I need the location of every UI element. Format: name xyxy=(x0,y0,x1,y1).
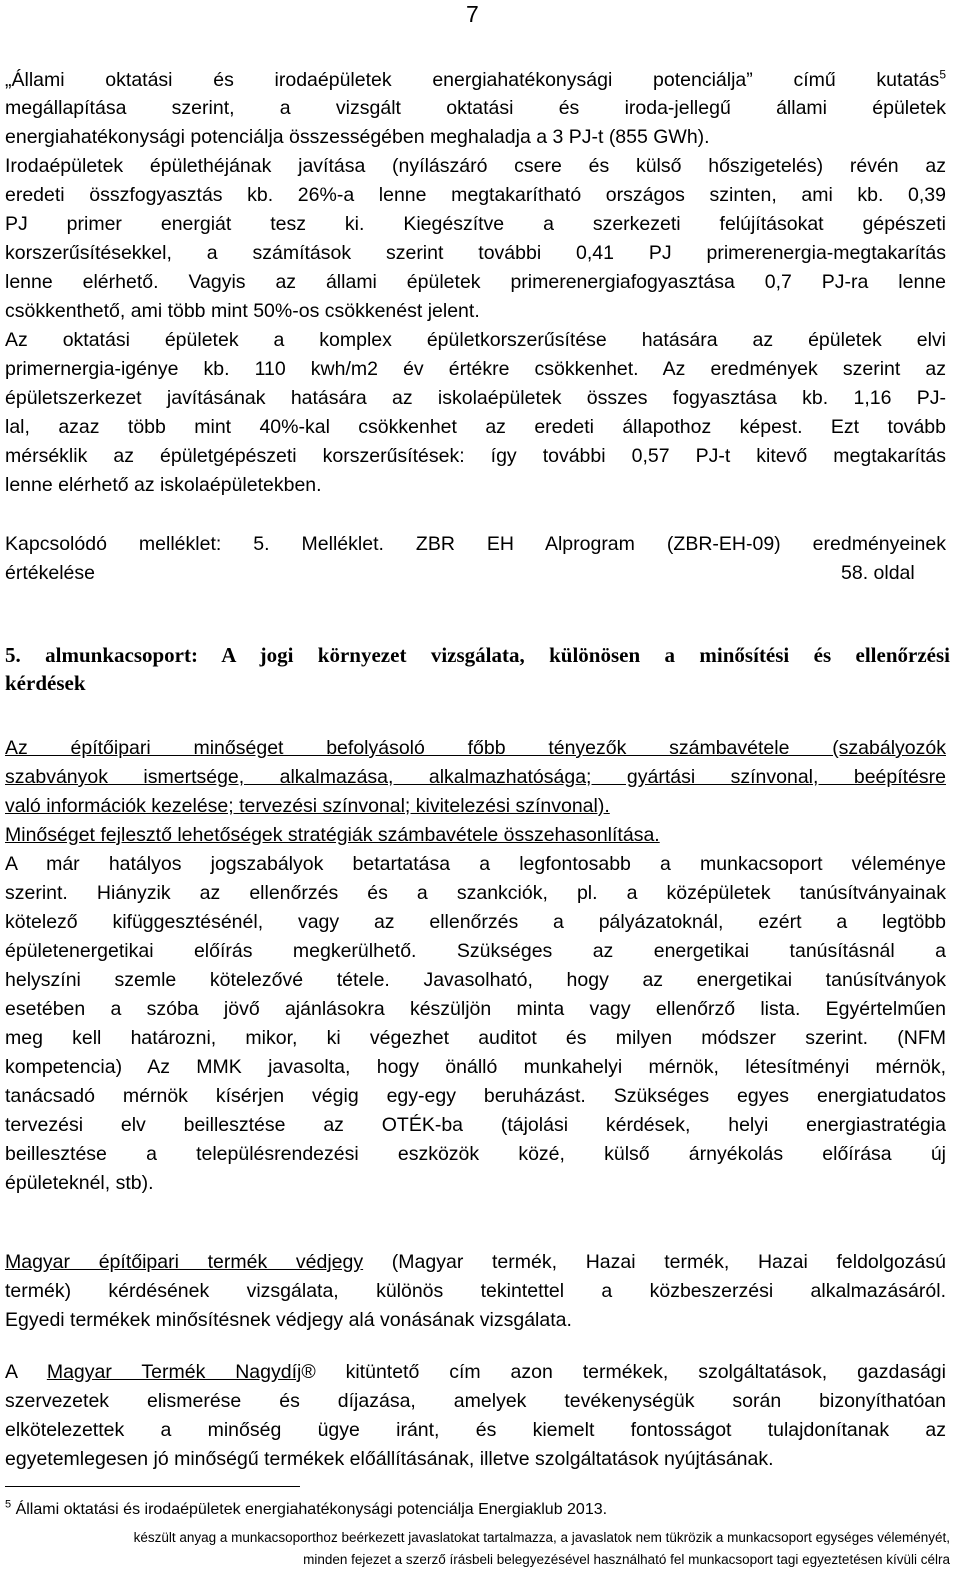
paragraph-line: épületszerkezet javításának hatására az iskolaépületek összes fogyasztása kb. 1,16 PJ- xyxy=(5,387,946,409)
related-attachment-label: értékelése xyxy=(5,562,95,584)
paragraph-line: lal, azaz több mint 40%-kal csökkenhet az eredeti állapothoz képest. Ezt tovább xyxy=(5,416,946,438)
footnote-text: Állami oktatási és irodaépületek energiahatékonysági potenciálja Energiaklub 2013. xyxy=(15,1501,608,1518)
paragraph-line: A már hatályos jogszabályok betartatása a legfontosabb a munkacsoport véleménye xyxy=(5,853,946,875)
paragraph-line: lenne elérhető. Vagyis az állami épületek primerenergiafogyasztása 0,7 PJ-ra lenne xyxy=(5,271,946,293)
underlined-term: Magyar építőipari termék védjegy xyxy=(5,1251,364,1273)
underlined-line: szabványok ismertsége, alkalmazása, alkalmazhatósága; gyártási színvonal, beépítésre xyxy=(5,766,946,788)
footnote xyxy=(5,1499,607,1521)
paragraph-line: épületenergetikai előírás megkerülhető. Szükséges az energetikai tanúsításnál a xyxy=(5,940,946,962)
paragraph-line: primernergia-igénye kb. 110 kwh/m2 év értékre csökkenhet. Az eredmények szerint az xyxy=(5,358,946,380)
paragraph-line: Magyar építőipari termék védjegy (Magyar termék, Hazai termék, Hazai feldolgozású xyxy=(5,1251,946,1273)
paragraph-line: csökkenthető, ami több mint 50%-os csökkenést jelent. xyxy=(5,300,480,322)
footer-disclaimer: készült anyag a munkacsoporthoz beérkezett javaslatokat tartalmazza, a javaslatok nem tükrözik a munkacsoport egységes véleményét, xyxy=(133,1530,950,1545)
footer-disclaimer: minden fejezet a szerző írásbeli belegyezésével használható fel munkacsoport tagi egyeztetésen kívüli célra xyxy=(303,1552,950,1567)
paragraph-line: Irodaépületek épülethéjának javítása (nyílászáró csere és külső hőszigetelés) révén az xyxy=(5,155,946,177)
paragraph-line: tanácsadó mérnök kísérjen végig egy-egy beruházást. Szükséges egyes energiatudatos xyxy=(5,1085,946,1107)
underlined-term: Magyar Termék Nagydíj xyxy=(46,1361,302,1383)
paragraph-line: szervezetek elismerése és díjazása, amelyek tevékenységük során bizonyíthatóan xyxy=(5,1390,946,1412)
paragraph-line: esetében a szóba jövő ajánlásokra készüljön minta vagy ellenőrző lista. Egyértelműen xyxy=(5,998,946,1020)
paragraph-line: termék) kérdésének vizsgálata, különös tekintettel a közbeszerzési alkalmazásáról. xyxy=(5,1280,946,1302)
section-heading: kérdések xyxy=(5,671,86,695)
page-reference: 58. oldal xyxy=(841,562,915,584)
paragraph-line: korszerűsítésekkel, a számítások szerint további 0,41 PJ primerenergia-megtakarítás xyxy=(5,242,946,264)
related-attachment-line xyxy=(5,559,946,587)
paragraph-line: beillesztése a településrendezési eszközök közé, külső árnyékolás előírása új xyxy=(5,1143,946,1165)
paragraph-line: kötelező kifüggesztésénél, vagy az ellenőrzés a pályázatoknál, ezért a legtöbb xyxy=(5,911,946,933)
paragraph-line: mérséklik az épületgépészeti korszerűsítések: így további 0,57 PJ-t kitevő megtakarítás xyxy=(5,445,946,467)
paragraph-line: energiahatékonysági potenciálja összességében meghaladja a 3 PJ-t (855 GWh). xyxy=(5,126,710,148)
paragraph-line: szerint. Hiányzik az ellenőrzés és a szankciók, pl. a középületek tanúsítványainak xyxy=(5,882,946,904)
underlined-line: való információk kezelése; tervezési színvonal; kivitelezési színvonal). xyxy=(5,795,610,817)
paragraph-line: meg kell határozni, mikor, ki végezhet auditot és milyen módszer szerint. (NFM xyxy=(5,1027,946,1049)
paragraph-line: épületeknél, stb). xyxy=(5,1172,154,1194)
underlined-line: Minőséget fejlesztő lehetőségek stratégiák számbavétele összehasonlítása. xyxy=(5,824,660,846)
paragraph-line: PJ primer energiát tesz ki. Kiegészítve a szerkezeti felújításokat gépészeti xyxy=(5,213,946,235)
paragraph-line: lenne elérhető az iskolaépületekben. xyxy=(5,474,322,496)
paragraph-line: kompetencia) Az MMK javasolta, hogy önálló munkahelyi mérnök, létesítményi mérnök, xyxy=(5,1056,946,1078)
related-attachment-line: Kapcsolódó melléklet: 5. Melléklet. ZBR EH Alprogram (ZBR-EH-09) eredményeinek xyxy=(5,533,946,555)
section-heading: 5. almunkacsoport: A jogi környezet vizsgálata, különösen a minősítési és ellenőrzési xyxy=(5,643,950,667)
paragraph-line: tervezési elv beillesztése az OTÉK-ba (tájolási kérdések, helyi energiastratégia xyxy=(5,1114,946,1136)
underlined-line: Az építőipari minőséget befolyásoló főbb tényezők számbavétele (szabályozók xyxy=(5,737,946,759)
paragraph-line: elkötelezettek a minőség ügye iránt, és kiemelt fontosságot tulajdonítanak az xyxy=(5,1419,946,1441)
paragraph-line: Egyedi termékek minősítésnek védjegy alá vonásának vizsgálata. xyxy=(5,1309,572,1331)
paragraph-line: „Állami oktatási és irodaépületek energiahatékonysági potenciálja” című kutatás$^5$ xyxy=(5,67,946,91)
paragraph-line: A Magyar Termék Nagydíj® kitüntető cím azon termékek, szolgáltatások, gazdasági xyxy=(5,1361,946,1383)
paragraph-line: eredeti összfogyasztás kb. 26%-a lenne megtakarítható országos szinten, ami kb. 0,39 xyxy=(5,184,946,206)
page-number: 7 xyxy=(466,1,479,27)
footnote-separator xyxy=(5,1486,300,1487)
paragraph-line: megállapítása szerint, a vizsgált oktatási és iroda-jellegű állami épületek xyxy=(5,97,946,119)
footnote-reference[interactable]: 5 xyxy=(939,67,946,82)
footnote-marker: 5 xyxy=(5,1498,12,1511)
paragraph-line: Az oktatási épületek a komplex épületkorszerűsítése hatására az épületek elvi xyxy=(5,329,946,351)
paragraph-line: egyetemlegesen jó minőségű termékek előállításának, illetve szolgáltatások nyújtásának. xyxy=(5,1448,774,1470)
paragraph-line: helyszíni szemle kötelezővé tétele. Javasolható, hogy az energetikai tanúsítványok xyxy=(5,969,946,991)
